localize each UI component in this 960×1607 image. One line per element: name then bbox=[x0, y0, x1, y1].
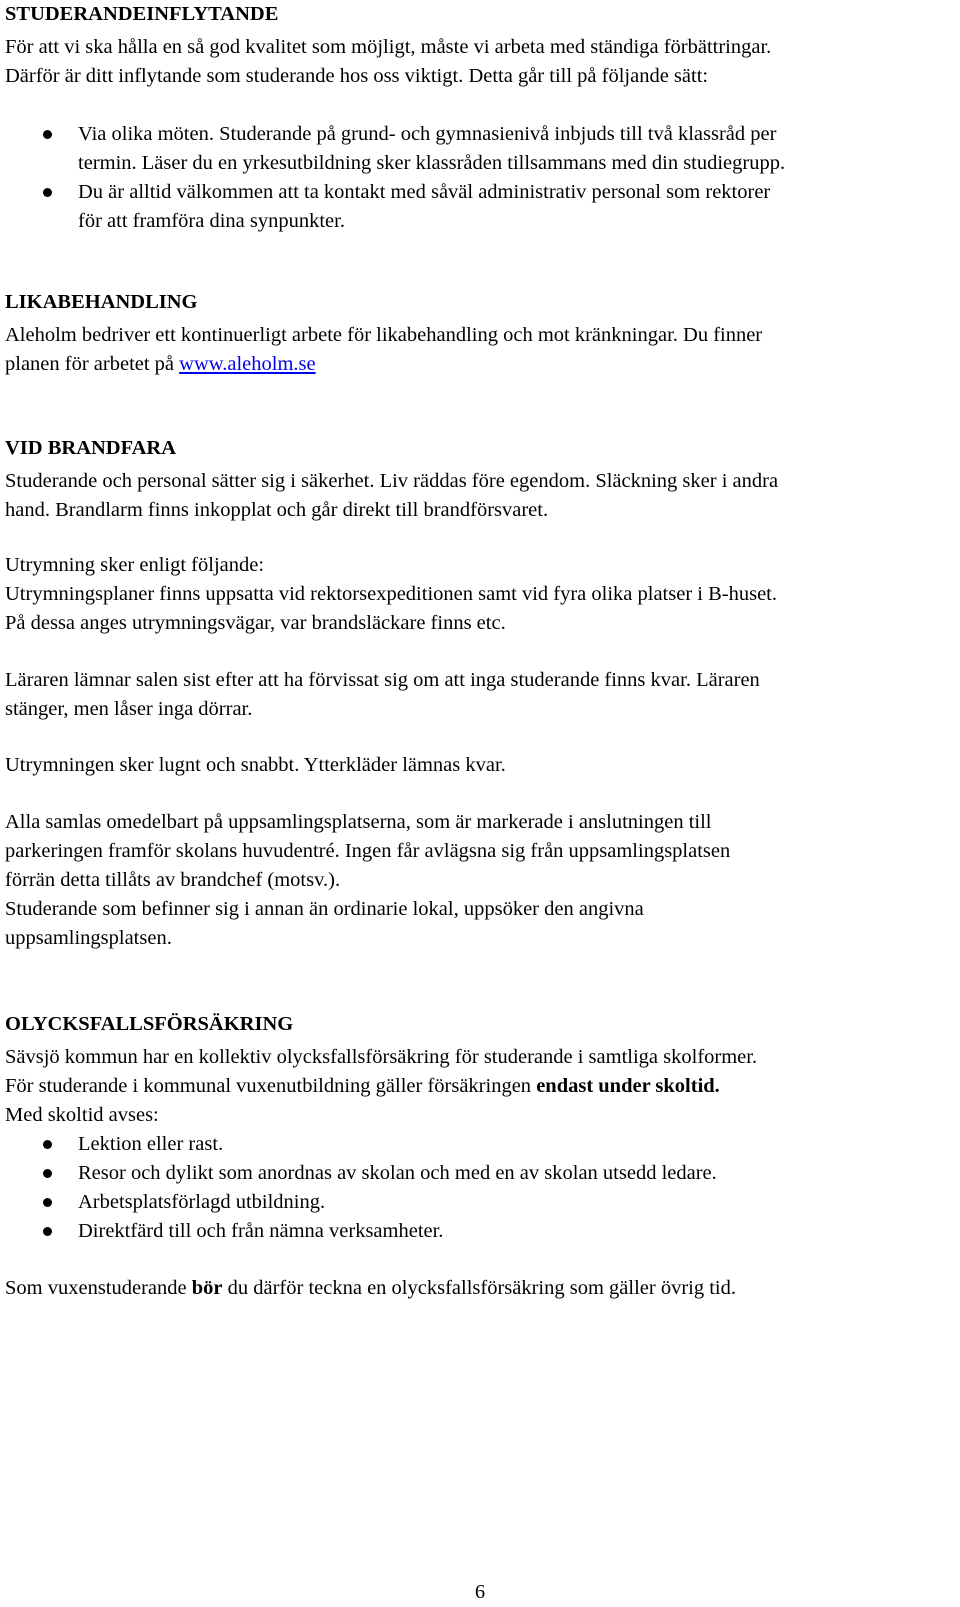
bullet-icon bbox=[43, 188, 52, 197]
emphasis-text: endast under skoltid. bbox=[536, 1075, 720, 1097]
paragraph-line: Alla samlas omedelbart på uppsamlingsplatserna, som är markerade i anslutningen till bbox=[5, 811, 712, 833]
section-equal-treatment bbox=[5, 288, 955, 379]
paragraph-line: uppsamlingsplatsen. bbox=[5, 927, 172, 949]
list-item-line: för att framföra dina synpunkter. bbox=[78, 210, 345, 232]
paragraph-line bbox=[5, 1274, 955, 1303]
paragraph-line: Utrymningen sker lugnt och snabbt. Ytterkläder lämnas kvar. bbox=[5, 754, 506, 776]
list-item-text: Lektion eller rast. bbox=[78, 1133, 224, 1155]
paragraph-line: Studerande och personal sätter sig i säkerhet. Liv räddas före egendom. Släckning sker i andra bbox=[5, 470, 779, 492]
paragraph-line bbox=[5, 1072, 955, 1101]
paragraph-line: Med skoltid avses: bbox=[5, 1104, 159, 1126]
list-item bbox=[5, 120, 955, 178]
section-heading: VID BRANDFARA bbox=[5, 437, 177, 459]
list-item bbox=[5, 178, 955, 236]
bullet-list bbox=[5, 120, 955, 236]
page-number: 6 bbox=[474, 1581, 486, 1603]
section-accident-insurance bbox=[5, 1010, 955, 1303]
paragraph-line: förrän detta tillåts av brandchef (motsv.). bbox=[5, 869, 341, 891]
list-item-text: Direktfärd till och från nämna verksamheter. bbox=[78, 1220, 444, 1242]
paragraph-line bbox=[5, 350, 955, 379]
list-item-line: termin. Läser du en yrkesutbildning sker klassråden tillsammans med din studiegrupp. bbox=[78, 152, 786, 174]
emphasis-text: bör bbox=[191, 1277, 223, 1299]
section-student-influence bbox=[5, 0, 955, 236]
bullet-list bbox=[5, 1130, 955, 1246]
paragraph-line: hand. Brandlarm finns inkopplat och går direkt till brandförsvaret. bbox=[5, 499, 549, 521]
paragraph-line: På dessa anges utrymningsvägar, var brandsläckare finns etc. bbox=[5, 612, 506, 634]
list-item bbox=[5, 1130, 955, 1159]
paragraph-line: Utrymningsplaner finns uppsatta vid rektorsexpeditionen samt vid fyra olika platser i B-huset. bbox=[5, 583, 778, 605]
paragraph-line: stänger, men låser inga dörrar. bbox=[5, 698, 253, 720]
section-heading: STUDERANDEINFLYTANDE bbox=[5, 3, 279, 25]
bullet-icon bbox=[43, 1169, 52, 1178]
paragraph-text: planen för arbetet på bbox=[5, 353, 180, 375]
list-item-line: Via olika möten. Studerande på grund- och gymnasienivå inbjuds till två klassråd per bbox=[78, 123, 777, 145]
bullet-icon bbox=[43, 130, 52, 139]
paragraph-line: Utrymning sker enligt följande: bbox=[5, 554, 265, 576]
paragraph-line: Därför är ditt inflytande som studerande hos oss viktigt. Detta går till på följande sätt: bbox=[5, 65, 709, 87]
bullet-icon bbox=[43, 1198, 52, 1207]
bullet-icon bbox=[43, 1140, 52, 1149]
aleholm-website-link[interactable]: www.aleholm.se bbox=[179, 353, 316, 375]
bullet-icon bbox=[43, 1227, 52, 1236]
paragraph-line: Sävsjö kommun har en kollektiv olycksfallsförsäkring för studerande i samtliga skolformer. bbox=[5, 1046, 758, 1068]
paragraph-text: För studerande i kommunal vuxenutbildning gäller försäkringen bbox=[5, 1075, 537, 1097]
section-heading: LIKABEHANDLING bbox=[5, 291, 198, 313]
paragraph-line: För att vi ska hålla en så god kvalitet som möjligt, måste vi arbeta med ständiga förbättringar. bbox=[5, 36, 772, 58]
list-item-text: Arbetsplatsförlagd utbildning. bbox=[78, 1191, 326, 1213]
paragraph-text: du därför teckna en olycksfallsförsäkring som gäller övrig tid. bbox=[222, 1277, 736, 1299]
section-fire-safety bbox=[5, 434, 955, 953]
paragraph-line: Aleholm bedriver ett kontinuerligt arbete för likabehandling och mot kränkningar. Du finner bbox=[5, 324, 763, 346]
list-item bbox=[5, 1159, 955, 1188]
list-item bbox=[5, 1217, 955, 1246]
list-item-text: Resor och dylikt som anordnas av skolan och med en av skolan utsedd ledare. bbox=[78, 1162, 717, 1184]
paragraph-line: Läraren lämnar salen sist efter att ha förvissat sig om att inga studerande finns kvar. Läraren bbox=[5, 669, 760, 691]
paragraph-text: Som vuxenstuderande bbox=[5, 1277, 192, 1299]
list-item-line: Du är alltid välkommen att ta kontakt med såväl administrativ personal som rektorer bbox=[78, 181, 771, 203]
paragraph-line: parkeringen framför skolans huvudentré. Ingen får avlägsna sig från uppsamlingsplatsen bbox=[5, 840, 731, 862]
section-heading: OLYCKSFALLSFÖRSÄKRING bbox=[5, 1013, 294, 1035]
list-item bbox=[5, 1188, 955, 1217]
paragraph-line: Studerande som befinner sig i annan än ordinarie lokal, uppsöker den angivna bbox=[5, 898, 644, 920]
